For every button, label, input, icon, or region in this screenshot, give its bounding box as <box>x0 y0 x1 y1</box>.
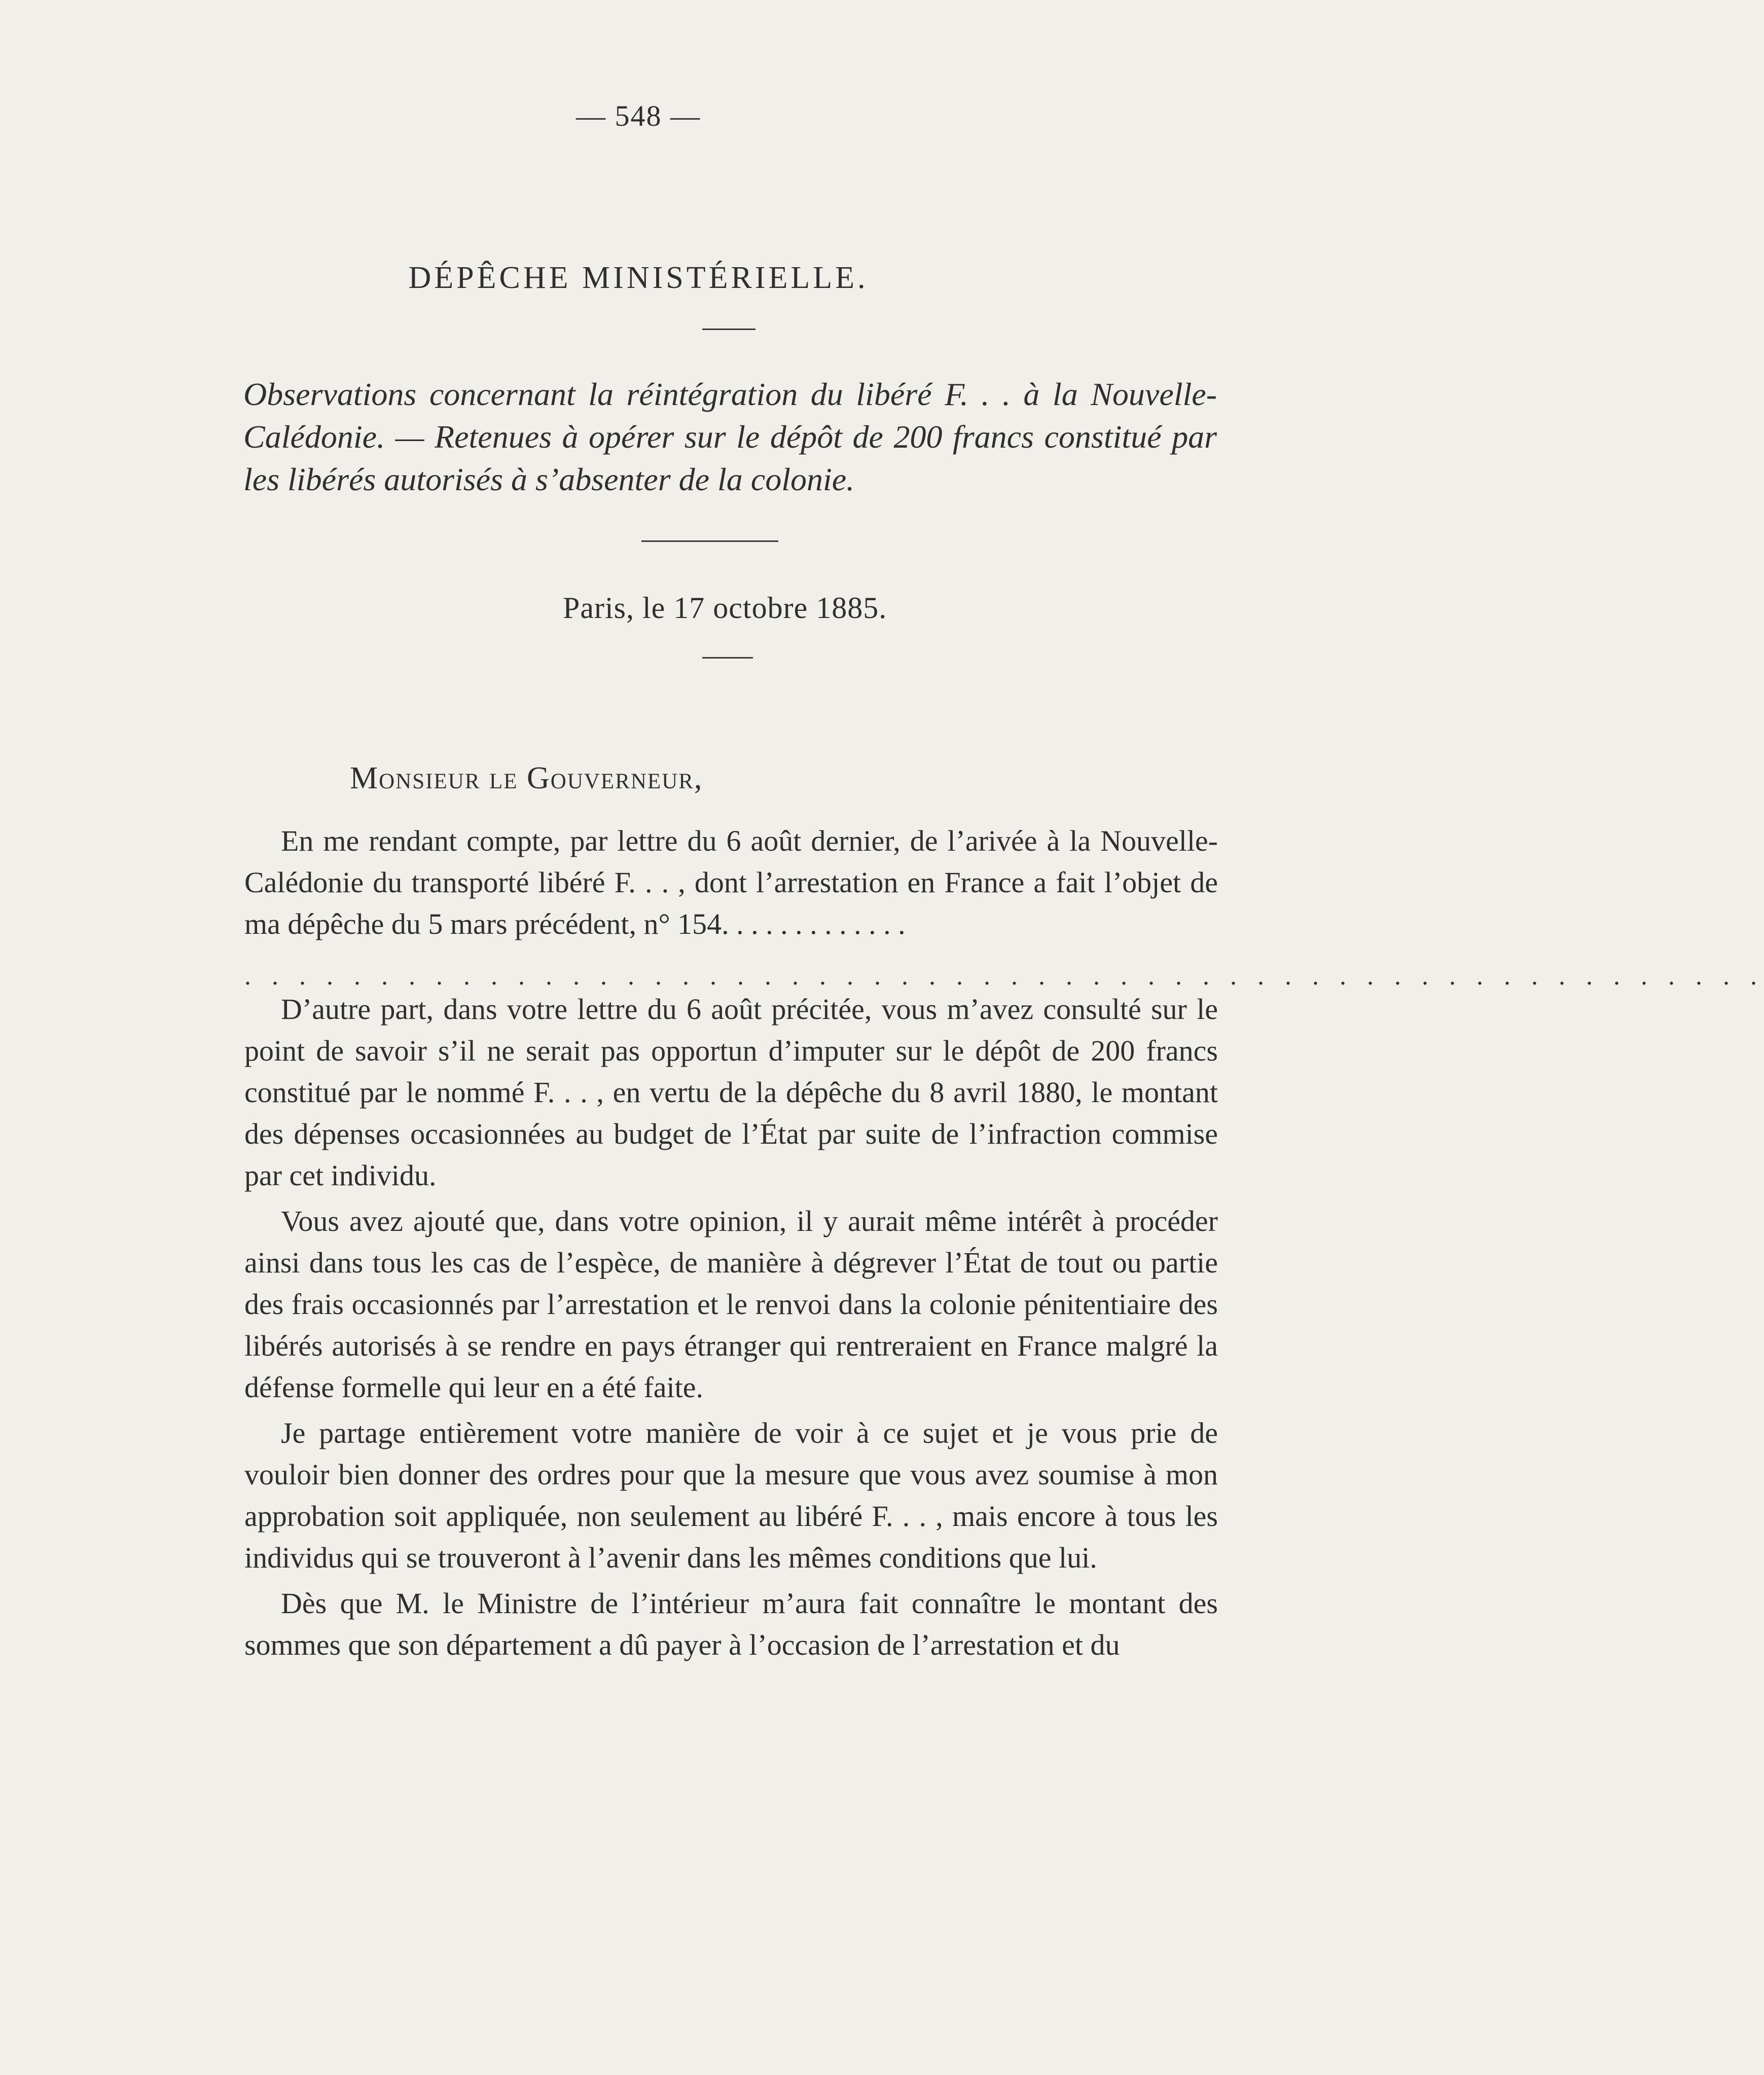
document-title: DÉPÊCHE MINISTÉRIELLE. <box>408 261 869 295</box>
body-paragraph: D’autre part, dans votre lettre du 6 août précitée, vous m’avez consulté sur le point de savoir s’il ne serait pas opportun d’imputer sur le dépôt de 200 francs constitué par le nommé F. . . , en vertu de la dépêche du 8 avril 1880, le montant des dépenses occasionnées au budget de l’État par suite de l’infraction commise par cet individu. <box>244 993 1218 1192</box>
body-paragraph: Vous avez ajouté que, dans votre opinion, il y aurait même intérêt à procéder ainsi dans tous les cas de l’espèce, de manière à dégrever l’État de tout ou partie des frais occasionnés par l’arrestation et le renvoi dans la colonie pénitentiaire des libérés autorisés à se rendre en pays étranger qui rentreraient en France malgré la défense formelle qui leur en a été faite. <box>244 1205 1218 1404</box>
date-divider <box>702 657 753 659</box>
subject-text: Observations concernant la réintégration du libéré F. . . à la Nouvelle-Calédonie. — Retenues à opérer sur le dépôt de 200 francs constitué par les libérés autorisés à s’absenter de la colonie. <box>243 376 1217 497</box>
body-paragraph: Je partage entièrement votre manière de voir à ce sujet et je vous prie de vouloir bien donner des ordres pour que la mesure que vous avez soumise à mon approbation soit appliquée, non seulement au libéré F. . . , mais encore à tous les individus qui se trouveront à l’avenir dans les mêmes conditions que lui. <box>244 1416 1218 1574</box>
body-section-1 <box>244 820 1218 945</box>
title-divider <box>702 329 755 330</box>
ellipsis-line: . . . . . . . . . . . . . . . . . . . . . . . . . . . . . . . . . . . . . . . . . . . . . . . . . . . . . . . . <box>244 962 1764 991</box>
body-paragraph: En me rendant compte, par lettre du 6 août dernier, de l’arivée à la Nouvelle-Calédonie du transporté libéré F. . . , dont l’arrestation en France a fait l’objet de ma dépêche du 5 mars précédent, n° 154. . . . . . . . . . . . . <box>244 824 1218 940</box>
date-line: Paris, le 17 octobre 1885. <box>563 591 887 625</box>
page-number: — 548 — <box>576 99 701 132</box>
body-section-2 <box>244 989 1218 1666</box>
body-paragraph-last: Dès que M. le Ministre de l’intérieur m’aura fait connaître le montant des sommes que son département a dû payer à l’occasion de l’arrestation et du <box>244 1587 1218 1661</box>
subject-divider <box>641 540 778 542</box>
subject-block <box>243 373 1217 501</box>
salutation: Monsieur le Gouverneur, <box>350 761 703 795</box>
